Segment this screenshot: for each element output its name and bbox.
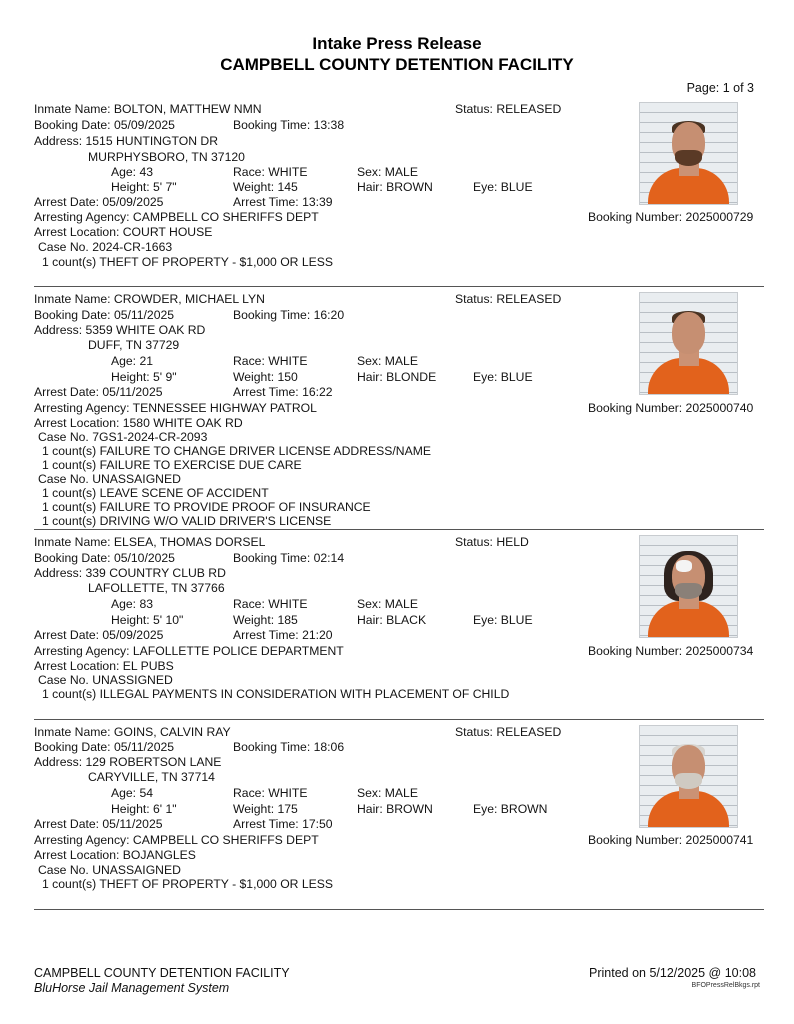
- age: Age: 83: [111, 597, 154, 611]
- booking-number: Booking Number: 2025000740: [588, 401, 754, 415]
- booking-date: Booking Date: 05/11/2025: [34, 308, 175, 322]
- arresting-agency: Arresting Agency: LAFOLLETTE POLICE DEPARTMENT: [34, 644, 344, 658]
- weight: Weight: 150: [233, 370, 298, 384]
- height: Height: 5' 10": [111, 613, 184, 627]
- footer-system-name: BluHorse Jail Management System: [34, 981, 230, 995]
- booking-date: Booking Date: 05/11/2025: [34, 740, 175, 754]
- weight: Weight: 175: [233, 802, 298, 816]
- charge-line: 1 count(s) THEFT OF PROPERTY - $1,000 OR LESS: [42, 877, 334, 891]
- age: Age: 43: [111, 165, 154, 179]
- booking-date: Booking Date: 05/10/2025: [34, 551, 175, 565]
- inmate-status: Status: RELEASED: [455, 292, 562, 306]
- inmate-status: Status: RELEASED: [455, 102, 562, 116]
- case-number: Case No. UNASSAIGNED: [38, 863, 181, 877]
- inmate-status: Status: RELEASED: [455, 725, 562, 739]
- record-divider: [34, 909, 764, 910]
- height: Height: 5' 9": [111, 370, 177, 384]
- eye-color: Eye: BROWN: [473, 802, 548, 816]
- inmate-name: Inmate Name: ELSEA, THOMAS DORSEL: [34, 535, 266, 549]
- booking-time: Booking Time: 16:20: [233, 308, 345, 322]
- height: Height: 6' 1": [111, 802, 177, 816]
- hair-color: Hair: BLONDE: [357, 370, 437, 384]
- eye-color: Eye: BLUE: [473, 180, 533, 194]
- inmate-name: Inmate Name: CROWDER, MICHAEL LYN: [34, 292, 265, 306]
- charge-line: 1 count(s) FAILURE TO EXERCISE DUE CARE: [42, 458, 302, 472]
- address-line-1: Address: 339 COUNTRY CLUB RD: [34, 566, 226, 580]
- charge-line: 1 count(s) THEFT OF PROPERTY - $1,000 OR LESS: [42, 255, 334, 269]
- sex: Sex: MALE: [357, 165, 418, 179]
- weight: Weight: 145: [233, 180, 298, 194]
- case-number: Case No. UNASSAIGNED: [38, 472, 181, 486]
- race: Race: WHITE: [233, 597, 308, 611]
- arrest-date: Arrest Date: 05/11/2025: [34, 817, 163, 831]
- case-number: Case No. UNASSIGNED: [38, 673, 173, 687]
- arrest-date: Arrest Date: 05/09/2025: [34, 628, 164, 642]
- age: Age: 54: [111, 786, 154, 800]
- charge-line: 1 count(s) DRIVING W/O VALID DRIVER'S LICENSE: [42, 514, 332, 528]
- arrest-location: Arrest Location: 1580 WHITE OAK RD: [34, 416, 243, 430]
- inmate-name: Inmate Name: GOINS, CALVIN RAY: [34, 725, 231, 739]
- age: Age: 21: [111, 354, 154, 368]
- race: Race: WHITE: [233, 786, 308, 800]
- charge-line: 1 count(s) ILLEGAL PAYMENTS IN CONSIDERATION WITH PLACEMENT OF CHILD: [42, 687, 510, 701]
- sex: Sex: MALE: [357, 786, 418, 800]
- arrest-date: Arrest Date: 05/11/2025: [34, 385, 163, 399]
- arrest-time: Arrest Time: 17:50: [233, 817, 333, 831]
- case-number: Case No. 2024-CR-1663: [38, 240, 173, 254]
- report-filename: BFOPressRelBkgs.rpt: [691, 982, 760, 989]
- address-line-2: DUFF, TN 37729: [88, 338, 180, 352]
- inmate-status: Status: HELD: [455, 535, 529, 549]
- mugshot-photo: [639, 725, 738, 828]
- sex: Sex: MALE: [357, 597, 418, 611]
- race: Race: WHITE: [233, 354, 308, 368]
- arrest-location: Arrest Location: COURT HOUSE: [34, 225, 213, 239]
- mugshot-photo: [639, 292, 738, 395]
- eye-color: Eye: BLUE: [473, 370, 533, 384]
- height: Height: 5' 7": [111, 180, 177, 194]
- arrest-time: Arrest Time: 21:20: [233, 628, 333, 642]
- page-number: Page: 1 of 3: [686, 81, 754, 95]
- booking-time: Booking Time: 13:38: [233, 118, 345, 132]
- mugshot-photo: [639, 102, 738, 205]
- charge-line: 1 count(s) FAILURE TO CHANGE DRIVER LICENSE ADDRESS/NAME: [42, 444, 431, 458]
- charge-line: 1 count(s) LEAVE SCENE OF ACCIDENT: [42, 486, 269, 500]
- arrest-time: Arrest Time: 16:22: [233, 385, 333, 399]
- facility-title: CAMPBELL COUNTY DETENTION FACILITY: [220, 55, 574, 74]
- race: Race: WHITE: [233, 165, 308, 179]
- hair-color: Hair: BROWN: [357, 180, 433, 194]
- charge-line: 1 count(s) FAILURE TO PROVIDE PROOF OF INSURANCE: [42, 500, 371, 514]
- booking-number: Booking Number: 2025000729: [588, 210, 754, 224]
- address-line-1: Address: 129 ROBERTSON LANE: [34, 755, 222, 769]
- mugshot-photo: [639, 535, 738, 638]
- booking-number: Booking Number: 2025000734: [588, 644, 754, 658]
- booking-date: Booking Date: 05/09/2025: [34, 118, 175, 132]
- arrest-time: Arrest Time: 13:39: [233, 195, 333, 209]
- record-divider: [34, 719, 764, 720]
- arrest-date: Arrest Date: 05/09/2025: [34, 195, 164, 209]
- case-number: Case No. 7GS1-2024-CR-2093: [38, 430, 208, 444]
- eye-color: Eye: BLUE: [473, 613, 533, 627]
- record-divider: [34, 286, 764, 287]
- booking-time: Booking Time: 02:14: [233, 551, 345, 565]
- arresting-agency: Arresting Agency: TENNESSEE HIGHWAY PATROL: [34, 401, 317, 415]
- record-divider: [34, 529, 764, 530]
- weight: Weight: 185: [233, 613, 298, 627]
- hair-color: Hair: BLACK: [357, 613, 427, 627]
- address-line-2: MURPHYSBORO, TN 37120: [88, 150, 245, 164]
- address-line-1: Address: 1515 HUNTINGTON DR: [34, 134, 218, 148]
- printed-timestamp: Printed on 5/12/2025 @ 10:08: [589, 966, 756, 980]
- arrest-location: Arrest Location: EL PUBS: [34, 659, 174, 673]
- footer-facility: CAMPBELL COUNTY DETENTION FACILITY: [34, 966, 290, 980]
- booking-time: Booking Time: 18:06: [233, 740, 345, 754]
- address-line-2: CARYVILLE, TN 37714: [88, 770, 215, 784]
- address-line-1: Address: 5359 WHITE OAK RD: [34, 323, 206, 337]
- report-title: Intake Press Release: [312, 34, 482, 53]
- booking-number: Booking Number: 2025000741: [588, 833, 754, 847]
- address-line-2: LAFOLLETTE, TN 37766: [88, 581, 225, 595]
- arrest-location: Arrest Location: BOJANGLES: [34, 848, 196, 862]
- sex: Sex: MALE: [357, 354, 418, 368]
- hair-color: Hair: BROWN: [357, 802, 433, 816]
- arresting-agency: Arresting Agency: CAMPBELL CO SHERIFFS DEPT: [34, 833, 319, 847]
- arresting-agency: Arresting Agency: CAMPBELL CO SHERIFFS DEPT: [34, 210, 319, 224]
- inmate-name: Inmate Name: BOLTON, MATTHEW NMN: [34, 102, 262, 116]
